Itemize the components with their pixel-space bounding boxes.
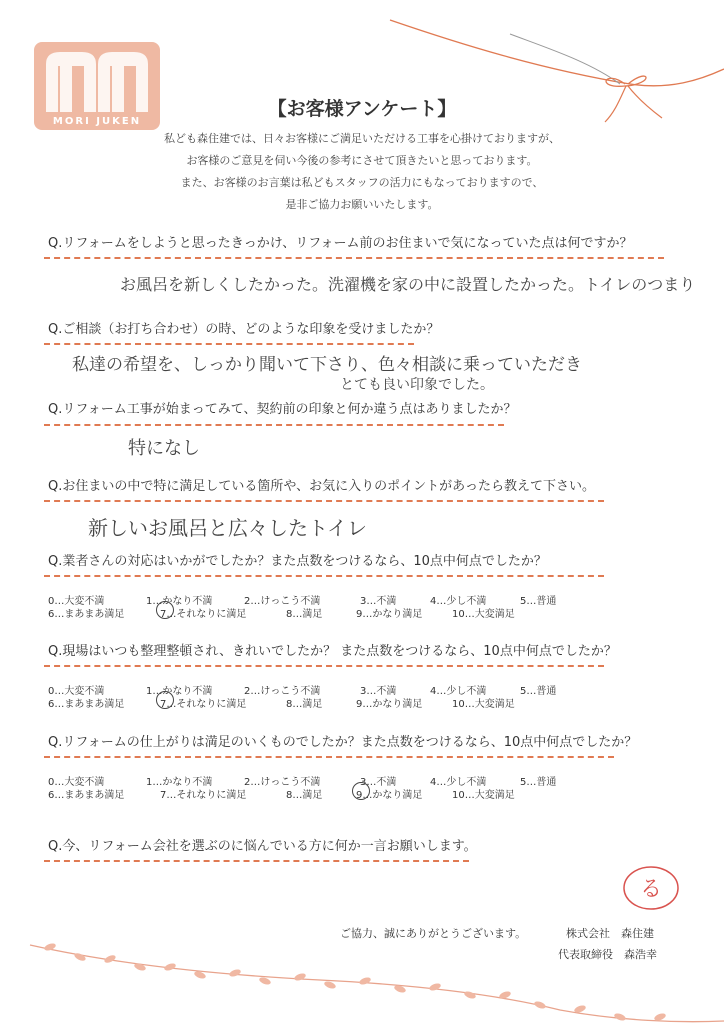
scale-option: 7…それなりに満足 xyxy=(160,609,247,620)
scale-option: 1…かなり不満 xyxy=(146,777,213,788)
scale-option: 10…大変満足 xyxy=(452,609,515,620)
scale-option: 3…不満 xyxy=(360,596,397,607)
intro-line: 是非ご協力お願いいたします。 xyxy=(285,198,439,211)
scale-option: 4…少し不満 xyxy=(430,777,487,788)
question-4: Q.お住まいの中で特に満足している箇所や、お気に入りのポイントがあったら教えて下さい。 xyxy=(48,479,595,494)
dashed-underline xyxy=(44,860,469,862)
scale-option: 2…けっこう不満 xyxy=(244,777,321,788)
answer-1: お風呂を新しくしたかった。洗濯機を家の中に設置したかった。トイレのつまり xyxy=(120,275,696,294)
dashed-underline xyxy=(44,575,604,577)
scale-option: 0…大変不満 xyxy=(48,596,105,607)
scale-option: 1…かなり不満 xyxy=(146,686,213,697)
stamp xyxy=(620,862,682,914)
intro-line: お客様のご意見を伺い今後の参考にさせて頂きたいと思っております。 xyxy=(186,154,538,167)
answer-4: 新しいお風呂と広々したトイレ xyxy=(88,516,367,540)
scale-option: 9…かなり満足 xyxy=(356,790,423,801)
scale-option: 8…満足 xyxy=(286,699,323,710)
vine-decoration xyxy=(0,935,724,1024)
scale-option: 4…少し不満 xyxy=(430,596,487,607)
scale-option: 10…大変満足 xyxy=(452,699,515,710)
intro-line: 私ども森住建では、日々お客様にご満足いただける工事を心掛けておりますが、 xyxy=(164,132,560,145)
question-1: Q.リフォームをしようと思ったきっかけ、リフォーム前のお住まいで気になっていた点は何ですか？ xyxy=(48,236,633,251)
scale-option: 7…それなりに満足 xyxy=(160,699,247,710)
scale-option: 5…普通 xyxy=(520,686,557,697)
page-title: 【お客様アンケート】 xyxy=(267,98,457,120)
dashed-underline xyxy=(44,257,664,259)
scale-option: 10…大変満足 xyxy=(452,790,515,801)
selected-score-circle xyxy=(352,782,370,800)
representative: 代表取締役 森浩幸 xyxy=(558,948,657,961)
scale-option: 9…かなり満足 xyxy=(356,609,423,620)
question-5: Q.業者さんの対応はいかがでしたか？また点数をつけるなら、10点中何点でしたか？ xyxy=(48,554,547,569)
dashed-underline xyxy=(44,343,414,345)
thanks-text: ご協力、誠にありがとうございます。 xyxy=(340,927,527,940)
scale-option: 3…不満 xyxy=(360,686,397,697)
selected-score-circle xyxy=(156,691,174,709)
scale-option: 0…大変不満 xyxy=(48,686,105,697)
scale-option: 4…少し不満 xyxy=(430,686,487,697)
answer-3: 特になし xyxy=(128,438,200,459)
scale-option: 5…普通 xyxy=(520,777,557,788)
dashed-underline xyxy=(44,424,504,426)
logo-text: MORI JUKEN xyxy=(52,116,142,127)
company-name: 株式会社 森住建 xyxy=(566,927,654,940)
scale-option: 7…それなりに満足 xyxy=(160,790,247,801)
scale-option: 5…普通 xyxy=(520,596,557,607)
dashed-underline xyxy=(44,500,604,502)
scale-option: 0…大変不満 xyxy=(48,777,105,788)
scale-option: 8…満足 xyxy=(286,609,323,620)
selected-score-circle xyxy=(156,601,174,619)
scale-option: 8…満足 xyxy=(286,790,323,801)
scale-option: 2…けっこう不満 xyxy=(244,596,321,607)
answer-2-line-1: 私達の希望を、しっかり聞いて下さり、色々相談に乗っていただき xyxy=(72,355,582,375)
question-6: Q.現場はいつも整理整頓され、きれいでしたか？ また点数をつけるなら、10点中何点でしたか？ xyxy=(48,644,617,659)
question-3: Q.リフォーム工事が始まってみて、契約前の印象と何か違う点はありましたか？ xyxy=(48,402,517,417)
question-7: Q.リフォームの仕上がりは満足のいくものでしたか？また点数をつけるなら、10点中何点でしたか？ xyxy=(48,735,638,750)
scale-option: 1…かなり不満 xyxy=(146,596,213,607)
scale-option: 6…まあまあ満足 xyxy=(48,609,125,620)
answer-2-line-2: とても良い印象でした。 xyxy=(340,377,494,393)
scale-option: 6…まあまあ満足 xyxy=(48,699,125,710)
dashed-underline xyxy=(44,756,614,758)
dashed-underline xyxy=(44,665,604,667)
question-8: Q.今、リフォーム会社を選ぶのに悩んでいる方に何か一言お願いします。 xyxy=(48,839,477,854)
stamp-text: る xyxy=(640,877,663,902)
intro-line: また、お客様のお言葉は私どもスタッフの活力にもなっておりますので、 xyxy=(180,176,544,189)
scale-option: 6…まあまあ満足 xyxy=(48,790,125,801)
scale-option: 2…けっこう不満 xyxy=(244,686,321,697)
question-2: Q.ご相談（お打ち合わせ）の時、どのような印象を受けましたか？ xyxy=(48,322,440,337)
scale-option: 9…かなり満足 xyxy=(356,699,423,710)
scale-option: 3…不満 xyxy=(360,777,397,788)
